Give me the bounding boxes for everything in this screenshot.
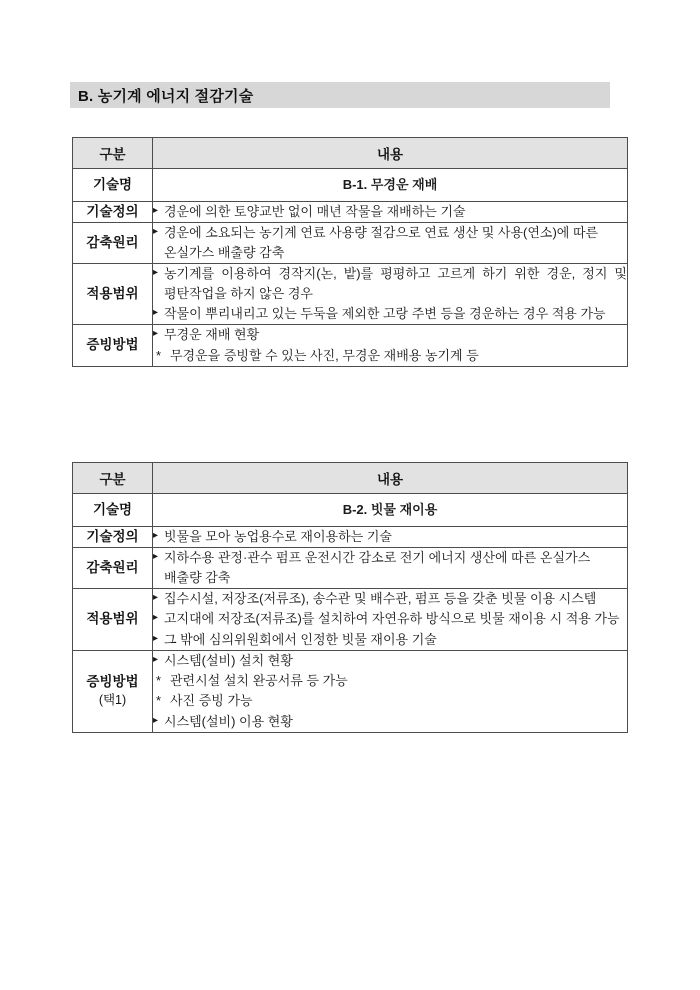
section-heading [70, 82, 610, 108]
table-row [73, 494, 628, 527]
bullet-item: ▸ 지하수용 관정·관수 펌프 운전시간 감소로 전기 에너지 생산에 따른 온실가스 배출량 감축 [153, 548, 627, 588]
bullet-item: ▸ 시스템(설비) 이용 현황 [153, 712, 627, 732]
table-row [73, 223, 628, 264]
column-header-content: 내용 [153, 463, 628, 494]
row-label-5 [73, 325, 153, 367]
bullet-item: ▸ 고지대에 저장조(저류조)를 설치하여 자연유하 방식으로 빗물 재이용 시 적용 가능 [153, 609, 627, 629]
bullet-item: ▸ 무경운 재배 현황 [153, 325, 627, 345]
row-label-1 [73, 169, 153, 202]
bullet-list [153, 548, 627, 588]
row-content-4 [153, 264, 628, 325]
row-label-5 [73, 650, 153, 732]
row-label-text: 적용범위 [86, 611, 139, 627]
bullet-list [153, 527, 627, 547]
column-header-category: 구분 [73, 138, 153, 169]
bullet-list [153, 589, 627, 649]
technology-name: B-2. 빗물 재이용 [342, 502, 438, 517]
row-label-text: 감축원리 [86, 234, 139, 250]
table-header-row [73, 463, 628, 494]
row-content-1 [153, 169, 628, 202]
sub-bullet-item: * 관련시설 설치 완공서류 등 가능 [153, 671, 627, 691]
table-b2-body [73, 494, 628, 733]
row-label-text: 감축원리 [86, 559, 139, 575]
bullet-item: ▸ 농기계를 이용하여 경작지(논, 밭)를 평평하고 고르게 하기 위한 경운, 정지 및 평탄작업을 하지 않은 경우 [153, 264, 627, 304]
table-row [73, 169, 628, 202]
bullet-item: ▸ 그 밖에 심의위원회에서 인정한 빗물 재이용 기술 [153, 630, 627, 650]
row-label-3 [73, 548, 153, 589]
table-row [73, 548, 628, 589]
column-header-content: 내용 [153, 138, 628, 169]
bullet-item: ▸ 집수시설, 저장조(저류조), 송수관 및 배수관, 펌프 등을 갖춘 빗물 이용 시스템 [153, 589, 627, 609]
bullet-list [153, 202, 627, 222]
row-label-text: 기술정의 [86, 203, 139, 219]
row-label-text: 기술명 [92, 176, 133, 192]
table-row [73, 589, 628, 651]
table-row [73, 264, 628, 325]
bullet-list [153, 264, 627, 324]
bullet-item: ▸ 시스템(설비) 설치 현황 [153, 651, 627, 671]
bullet-item: ▸ 경운에 소요되는 농기계 연료 사용량 절감으로 연료 생산 및 사용(연소)에 따른 온실가스 배출량 감축 [153, 223, 627, 263]
row-content-1 [153, 494, 628, 527]
row-label-1 [73, 494, 153, 527]
row-label-text: 기술정의 [86, 528, 139, 544]
bullet-item: ▸ 작물이 뿌리내리고 있는 두둑을 제외한 고랑 주변 등을 경운하는 경우 적용 가능 [153, 304, 627, 324]
row-label-text: 증빙방법 [86, 337, 139, 353]
technology-table-b2 [72, 462, 628, 733]
row-label-note: (택1) [98, 693, 127, 708]
row-label-text: 적용범위 [86, 286, 139, 302]
table-row [73, 201, 628, 222]
table-b1-body [73, 169, 628, 367]
row-content-4 [153, 589, 628, 651]
table-header-row [73, 138, 628, 169]
table-b2-head [73, 463, 628, 494]
bullet-list [153, 651, 627, 732]
row-label-text: 기술명 [92, 501, 133, 517]
bullet-list [153, 325, 627, 365]
row-label-4 [73, 589, 153, 651]
row-label-2 [73, 526, 153, 547]
row-label-4 [73, 264, 153, 325]
row-content-3 [153, 548, 628, 589]
row-content-2 [153, 526, 628, 547]
table-row [73, 650, 628, 732]
table-row [73, 526, 628, 547]
row-content-5 [153, 650, 628, 732]
technology-name: B-1. 무경운 재배 [342, 177, 438, 192]
bullet-item: ▸ 빗물을 모아 농업용수로 재이용하는 기술 [153, 527, 627, 547]
row-content-3 [153, 223, 628, 264]
row-content-2 [153, 201, 628, 222]
sub-bullet-item: * 무경운을 증빙할 수 있는 사진, 무경운 재배용 농기계 등 [153, 346, 627, 366]
bullet-item: ▸ 경운에 의한 토양교반 없이 매년 작물을 재배하는 기술 [153, 202, 627, 222]
sub-bullet-item: * 사진 증빙 가능 [153, 691, 627, 711]
table-b1-head [73, 138, 628, 169]
row-label-2 [73, 201, 153, 222]
row-label-3 [73, 223, 153, 264]
technology-table-b1 [72, 137, 628, 367]
bullet-list [153, 223, 627, 263]
row-content-5 [153, 325, 628, 367]
section-heading-text: B. 농기계 에너지 절감기술 [78, 87, 254, 105]
column-header-category: 구분 [73, 463, 153, 494]
table-row [73, 325, 628, 367]
row-label-text: 증빙방법 [86, 674, 139, 690]
